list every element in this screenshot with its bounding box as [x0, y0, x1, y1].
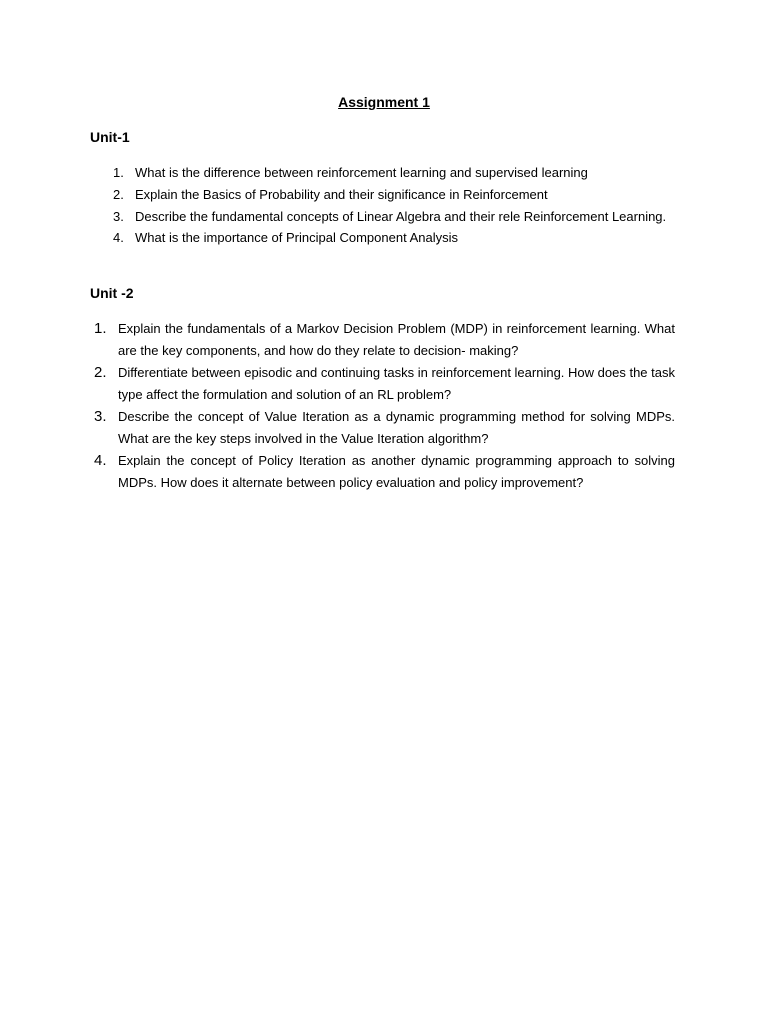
question-number: 4. — [94, 452, 107, 469]
unit-2-question-list — [94, 318, 675, 494]
unit-2-question-3 — [94, 406, 675, 450]
question-text: Describe the concept of Value Iteration as a dynamic programming method for solving MDPs. What are the key steps involved in the Value Iteration algorithm? — [118, 409, 675, 446]
unit-2-question-2 — [94, 362, 675, 406]
question-text: What is the difference between reinforcement learning and supervised learning — [135, 165, 588, 180]
question-number: 3. — [113, 208, 124, 224]
question-text: Differentiate between episodic and continuing tasks in reinforcement learning. How does the task type affect the formulation and solution of an RL problem? — [118, 365, 675, 402]
question-text: Describe the fundamental concepts of Linear Algebra and their rele Reinforcement Learning. — [135, 208, 667, 224]
question-text: Explain the fundamentals of a Markov Decision Problem (MDP) in reinforcement learning. What are the key components, and how do they relate to decision- making? — [118, 321, 675, 358]
unit-1-heading: Unit-1 — [90, 129, 130, 145]
unit-1-question-list — [113, 162, 673, 249]
unit-1-question-4 — [113, 227, 673, 249]
question-text: Explain the concept of Policy Iteration as another dynamic programming approach to solving MDPs. How does it alternate between policy evaluation and policy improvement? — [118, 453, 675, 490]
question-text: What is the importance of Principal Component Analysis — [135, 230, 458, 246]
question-number: 2. — [113, 186, 124, 202]
unit-1-question-2 — [113, 184, 673, 206]
question-number: 4. — [113, 230, 124, 246]
unit-2-question-1 — [94, 318, 675, 362]
unit-1-question-1 — [113, 162, 673, 184]
question-text: Explain the Basics of Probability and their significance in Reinforcement — [135, 186, 548, 202]
unit-1-question-3 — [113, 206, 673, 228]
unit-2-question-4 — [94, 450, 675, 494]
question-number: 2. — [94, 364, 107, 381]
question-number: 1. — [113, 165, 124, 180]
document-title: Assignment 1 — [338, 94, 430, 110]
unit-2-heading: Unit -2 — [90, 285, 134, 301]
question-number: 3. — [94, 408, 107, 425]
question-number: 1. — [94, 320, 107, 337]
